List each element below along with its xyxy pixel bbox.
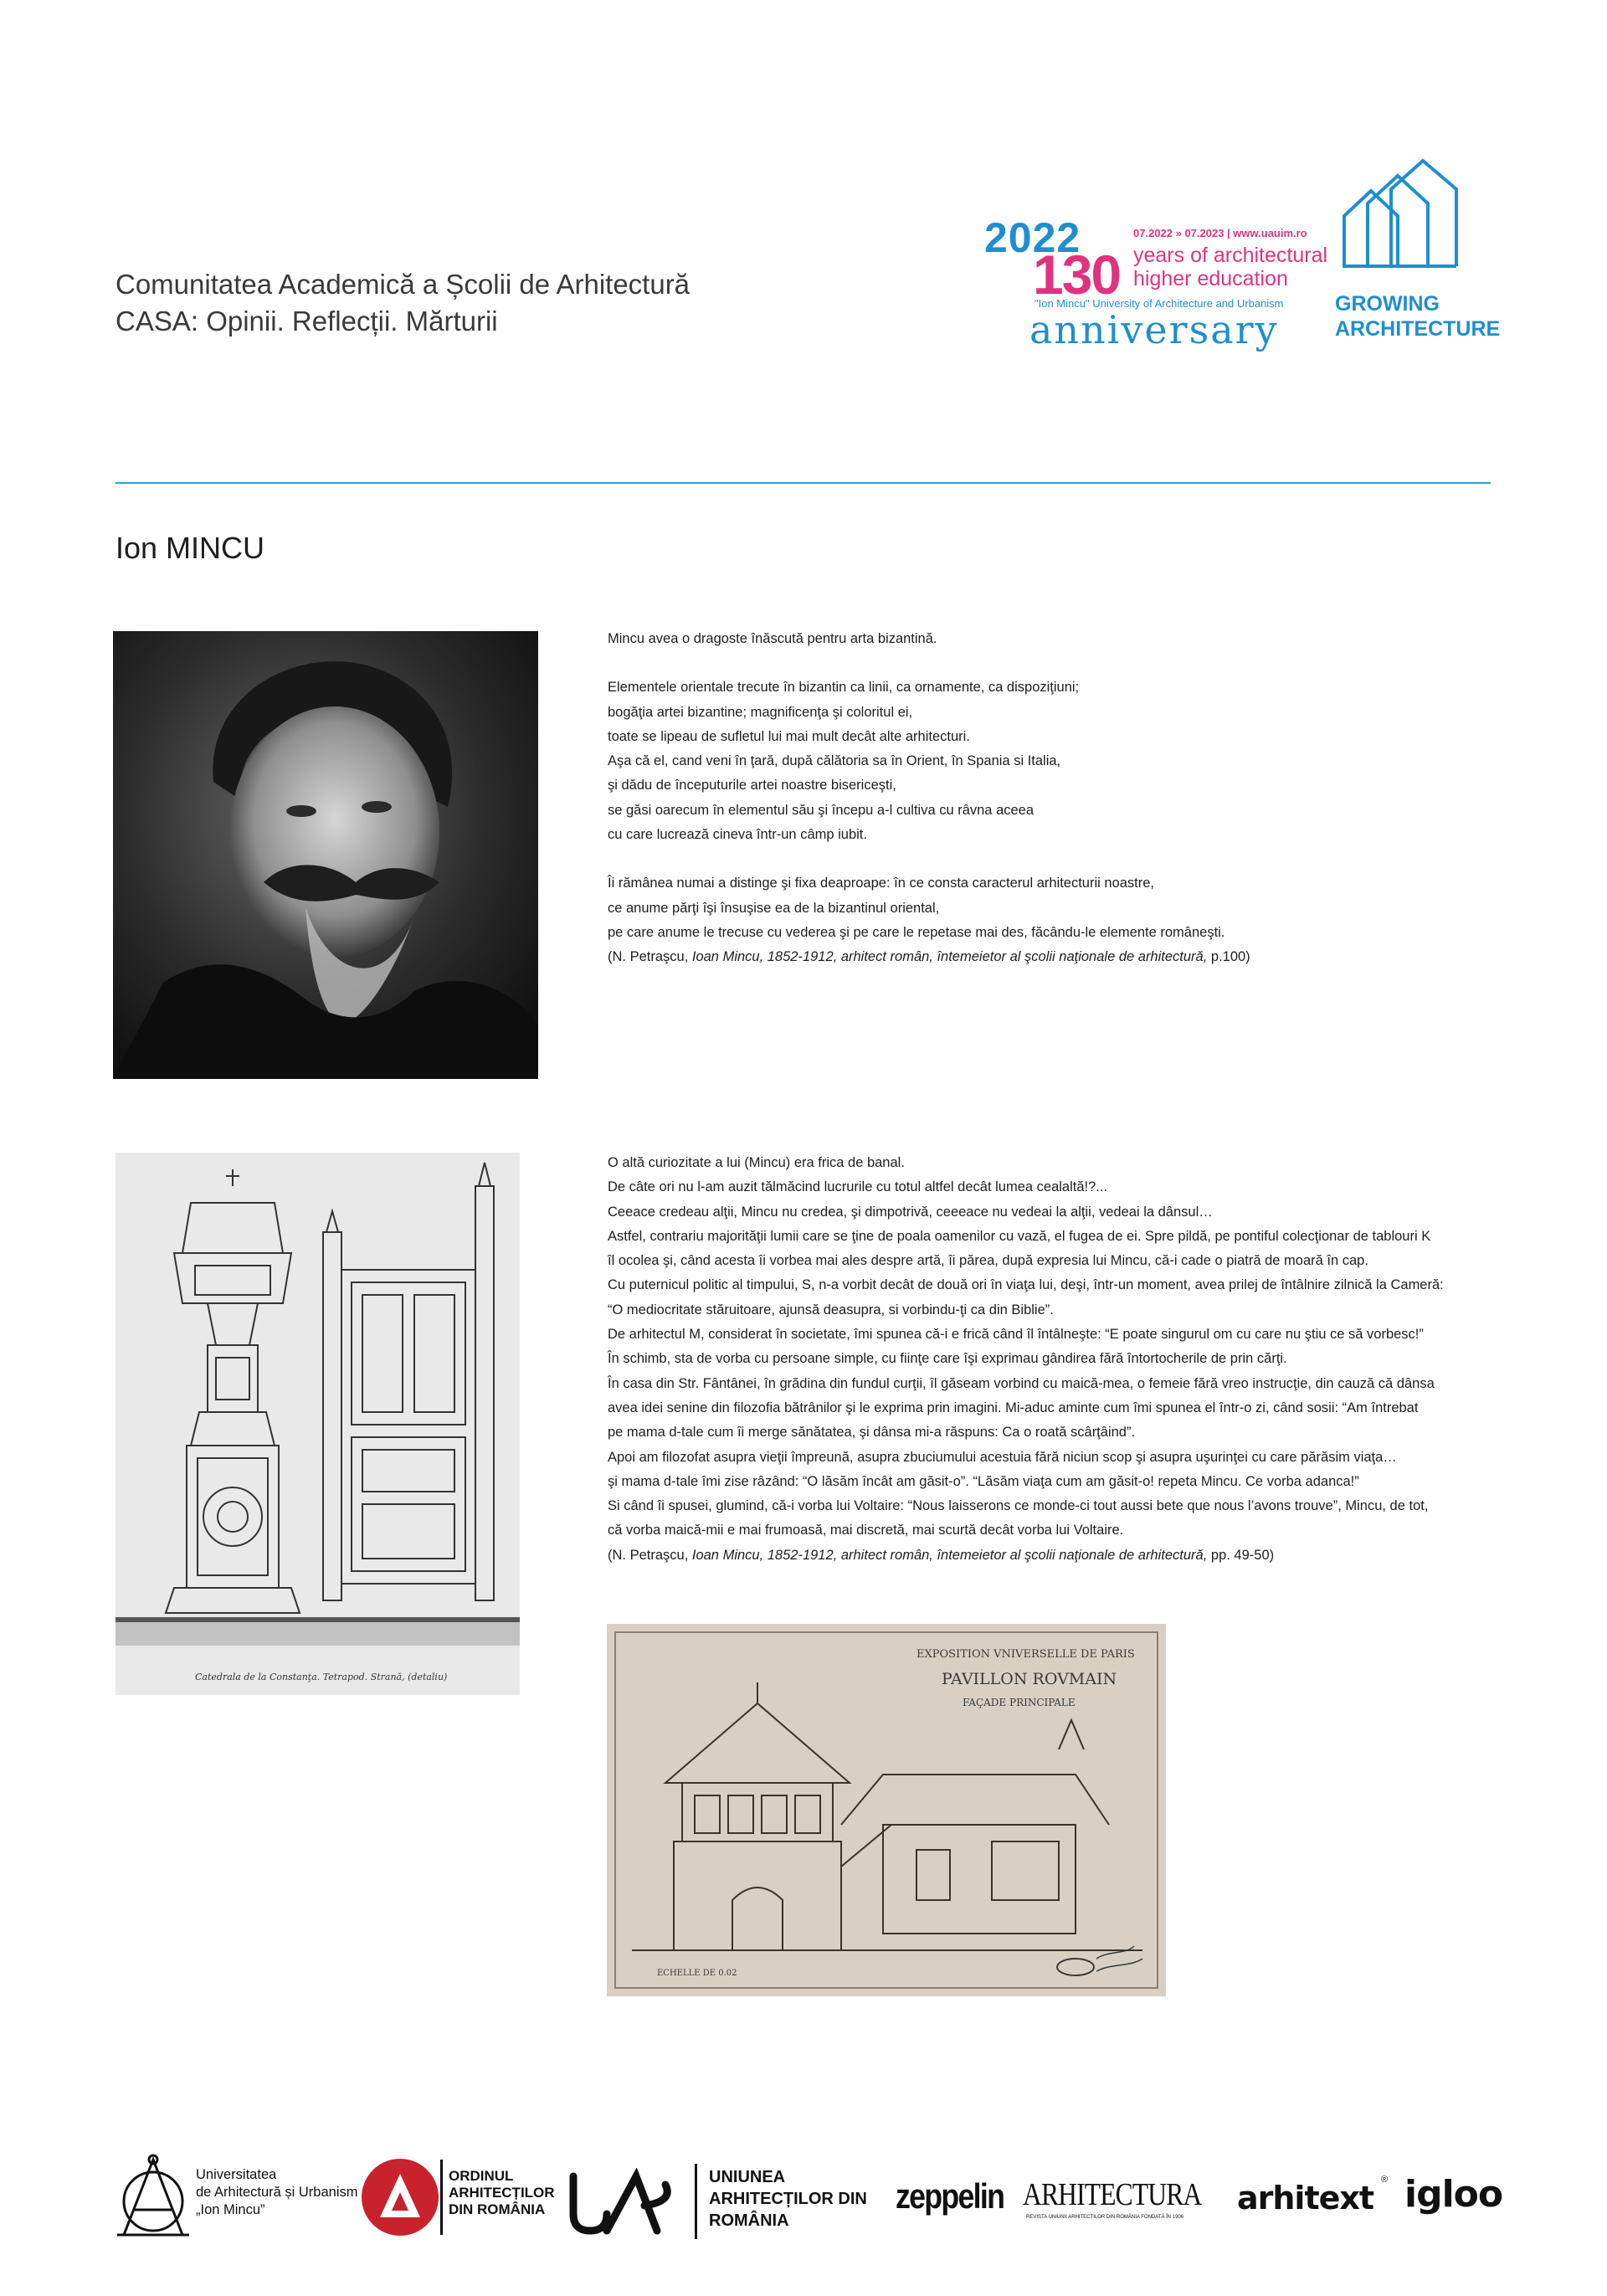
citation-title: Ioan Mincu, 1852-1912, arhitect român, întemeietor al şcolii naţionale de arhitectură, bbox=[691, 1547, 1208, 1563]
quote2-line: şi mama d-tale îmi zise râzând: “O lăsăm încât am găsit-o”. “Lăsăm viaţa cum am găsit-o! repeta Mincu. Ce vorba adanca!” bbox=[608, 1473, 1359, 1489]
uar-emblem-icon bbox=[565, 2168, 691, 2243]
footer-logo-oar bbox=[358, 2151, 559, 2252]
quote2-line: O altă curiozitate a lui (Mincu) era frica de banal. bbox=[608, 1155, 905, 1170]
oar-line3: DIN ROMÂNIA bbox=[449, 2201, 546, 2217]
quote2-citation bbox=[608, 1544, 1444, 1568]
uauim-line2: de Arhitectură și Urbanism bbox=[196, 2185, 358, 2200]
igloo-wordmark: igloo bbox=[1404, 2173, 1503, 2216]
drawing1-caption: Catedrala de la Constanţa. Tetrapod. Strană, (detaliu) bbox=[195, 1672, 448, 1682]
footer-logo-uar bbox=[565, 2151, 908, 2252]
tetrapod-drawing-image bbox=[116, 1153, 520, 1695]
header-title-line2: CASA: Opinii. Reflecții. Mărturii bbox=[116, 306, 498, 336]
houses-icon bbox=[1339, 157, 1465, 275]
anniversary-line2: higher education bbox=[1133, 267, 1288, 290]
quote-block-1 bbox=[608, 627, 1250, 970]
quote1-line: Îi rămânea numai a distinge şi fixa deaproape: în ce consta caracterul arhitecturii noastre, bbox=[608, 876, 1155, 891]
arhitext-wordmark: arhitext bbox=[1237, 2180, 1374, 2216]
quote2-line: Cu puternicul politic al timpului, S, n-a vorbit decât de două ori în viaţa lui, deşi, într-un moment, avea prilej de întâlnire zilnică la Cameră: bbox=[608, 1277, 1444, 1293]
quote1-intro: Mincu avea o dragoste înăscută pentru arta bizantină. bbox=[608, 631, 937, 646]
header-divider bbox=[116, 482, 1491, 484]
quote2-line: pe mama d-tale cum îi merge sănătatea, şi dânsa mi-a răspuns: Ca o roată scârţâind”. bbox=[608, 1425, 1136, 1441]
citation-suffix: pp. 49-50) bbox=[1207, 1547, 1275, 1563]
anniversary-dates: 07.2022 » 07.2023 | www.uauim.ro bbox=[1133, 227, 1307, 239]
uar-line1: UNIUNEA bbox=[709, 2168, 786, 2186]
quote2-line: De arhitectul M, considerat în societate, îmi spunea că-i e frică când îl întâlneşte: “E poate singurul om cu care nu ştiu ce să vorbesc!” bbox=[608, 1327, 1424, 1343]
citation-prefix: (N. Petraşcu, bbox=[608, 949, 692, 965]
uauim-line1: Universitatea bbox=[196, 2167, 277, 2182]
footer-logo-uauim bbox=[116, 2151, 367, 2252]
drawing2-title-line1: EXPOSITION VNIVERSELLE DE PARIS bbox=[916, 1648, 1135, 1661]
uar-line3: ROMÂNIA bbox=[709, 2211, 789, 2230]
quote2-line: Apoi am filozofat asupra vieţii împreună, asupra zbuciumului acestuia fără niciun scop şi asupra uşurinţei cu care părăsim viaţa… bbox=[608, 1449, 1397, 1465]
uar-line2: ARHITECȚILOR DIN bbox=[709, 2190, 867, 2208]
growing-line1: GROWING bbox=[1335, 292, 1440, 316]
quote2-line: De câte ori nu l-am auzit tălmăcind lucrurile cu totul altfel decât lumea cealaltă!?... bbox=[608, 1179, 1108, 1195]
citation-suffix: p.100) bbox=[1207, 949, 1250, 965]
oar-line2: ARHITECȚILOR bbox=[449, 2185, 555, 2201]
anniversary-number: 130 bbox=[1033, 244, 1121, 306]
anniversary-university: "Ion Mincu" University of Architecture and Urbanism bbox=[1035, 297, 1284, 310]
quote1-line: bogăţia artei bizantine; magnificenţa şi coloritul ei, bbox=[608, 704, 913, 720]
drawing2-title-line2: PAVILLON ROVMAIN bbox=[942, 1670, 1117, 1688]
drawing2-scale: ECHELLE DE 0.02 bbox=[657, 1969, 737, 1978]
quote2-line: “O mediocritate stăruitoare, ajunsă deasupra, si vorbindu-ţi ca din Biblie”. bbox=[608, 1302, 1054, 1318]
growing-architecture-logo bbox=[1335, 157, 1502, 350]
portrait-image bbox=[113, 631, 538, 1079]
quote1-line: pe care anume le trecuse cu vederea şi pe care le repetase mai des, făcându-le elemente româneşti. bbox=[608, 924, 1225, 940]
arhitectura-wordmark: ARHITECTURA bbox=[1023, 2177, 1202, 2212]
quote1-line: Elementele orientale trecute în bizantin ca linii, ca ornamente, ca dispoziţiuni; bbox=[608, 680, 1080, 696]
quote1-line: cu care lucrează cineva într-un câmp iubit. bbox=[608, 827, 867, 843]
person-name: Ion MINCU bbox=[116, 531, 265, 565]
drawing2-title-line3: FAÇADE PRINCIPALE bbox=[963, 1697, 1076, 1708]
quote1-line: şi dădu de începuturile artei noastre bisericeşti, bbox=[608, 778, 896, 794]
quote2-line: În casa din Str. Fântânei, în grădina din fundul curţii, îl găseam vorbind cu maică-mea, o femeie fără vreo instrucţie, din cauză că dânsa bbox=[608, 1375, 1435, 1391]
registered-icon: ® bbox=[1381, 2175, 1389, 2185]
quote1-line: ce anume părţi îşi însuşise ea de la bizantinul oriental, bbox=[608, 900, 940, 916]
quote-block-2 bbox=[608, 1151, 1444, 1568]
quote2-line: avea idei senine din filozofia bătrânilor şi le exprima prin imagini. Mi-aduc aminte cum îmi spunea el într-o zi, când sosii: “Am întrebat bbox=[608, 1400, 1419, 1415]
citation-prefix: (N. Petraşcu, bbox=[608, 1547, 692, 1563]
footer-logo-arhitext bbox=[1237, 2151, 1388, 2252]
growing-line2: ARCHITECTURE bbox=[1335, 317, 1501, 341]
header-title bbox=[116, 266, 690, 340]
anniversary-word: anniversary bbox=[1029, 307, 1279, 352]
quote1-line: Aşa că el, cand veni în ţară, după călătoria sa în Orient, în Spania si Italia, bbox=[608, 753, 1061, 769]
oar-emblem-icon bbox=[358, 2155, 442, 2239]
zeppelin-wordmark: zeppelin bbox=[896, 2176, 1004, 2216]
anniversary-line1: years of architectural bbox=[1133, 244, 1328, 267]
quote1-citation bbox=[608, 945, 1250, 969]
quote1-line: toate se lipeau de sufletul lui mai mult decât alte arhitecturi. bbox=[608, 728, 970, 744]
header-title-line1: Comunitatea Academică a Școlii de Arhitectură bbox=[116, 269, 691, 300]
quote2-line: În schimb, sta de vorba cu persoane simple, cu fiinţe care îşi exprimau gândirea fără întortocherile de prin cărţi. bbox=[608, 1351, 1287, 1367]
anniversary-logo bbox=[984, 213, 1328, 352]
footer-logo-igloo bbox=[1404, 2151, 1503, 2252]
quote2-line: îl ocolea şi, când acesta îi vorbea mai ales despre artă, îi părea, după expresia lui Mincu, că-i cade o piatră de moară în cap. bbox=[608, 1253, 1368, 1269]
uauim-emblem-icon bbox=[116, 2151, 191, 2243]
quote2-line: Ceeace credeau alţii, Mincu nu credea, şi dimpotrivă, ceeeace nu vedeai la alţii, vedeai la dânsul… bbox=[608, 1204, 1213, 1220]
quote2-line: că vorba maică-mii e mai frumoasă, mai discretă, mai scurtă decât vorba lui Voltaire. bbox=[608, 1523, 1124, 1538]
uauim-line3: „Ion Mincu” bbox=[196, 2202, 265, 2217]
oar-line1: ORDINUL bbox=[449, 2168, 514, 2184]
footer-logo-arhitectura bbox=[1023, 2151, 1232, 2252]
arhitectura-subtitle: REVISTA UNIUNII ARHITECȚILOR DIN ROMÂNIA FONDATĂ ÎN 1906 bbox=[1026, 2215, 1184, 2220]
growing-architecture-text bbox=[1335, 291, 1500, 342]
pavilion-drawing-image bbox=[607, 1624, 1166, 1996]
citation-title: Ioan Mincu, 1852-1912, arhitect român, întemeietor al şcolii naţionale de arhitectură, bbox=[691, 949, 1208, 965]
quote2-line: Si când îi spusei, glumind, că-i vorba lui Voltaire: “Nous laisserons ce monde-ci tout aussi bete que nous l’avons trouve”, Mincu, de tot, bbox=[608, 1498, 1429, 1514]
anniversary-year: 2022 bbox=[984, 214, 1081, 261]
quote2-line: Astfel, contrariu majorităţii lumii care se ţine de poala oamenilor cu vază, el fugea de ei. Spre pildă, pe pontiful colecţionar de tablouri K bbox=[608, 1228, 1431, 1244]
quote1-line: se găsi oarecum în elementul său şi începu a-l cultiva cu râvna aceea bbox=[608, 802, 1035, 818]
footer-logo-zeppelin bbox=[896, 2151, 1017, 2252]
